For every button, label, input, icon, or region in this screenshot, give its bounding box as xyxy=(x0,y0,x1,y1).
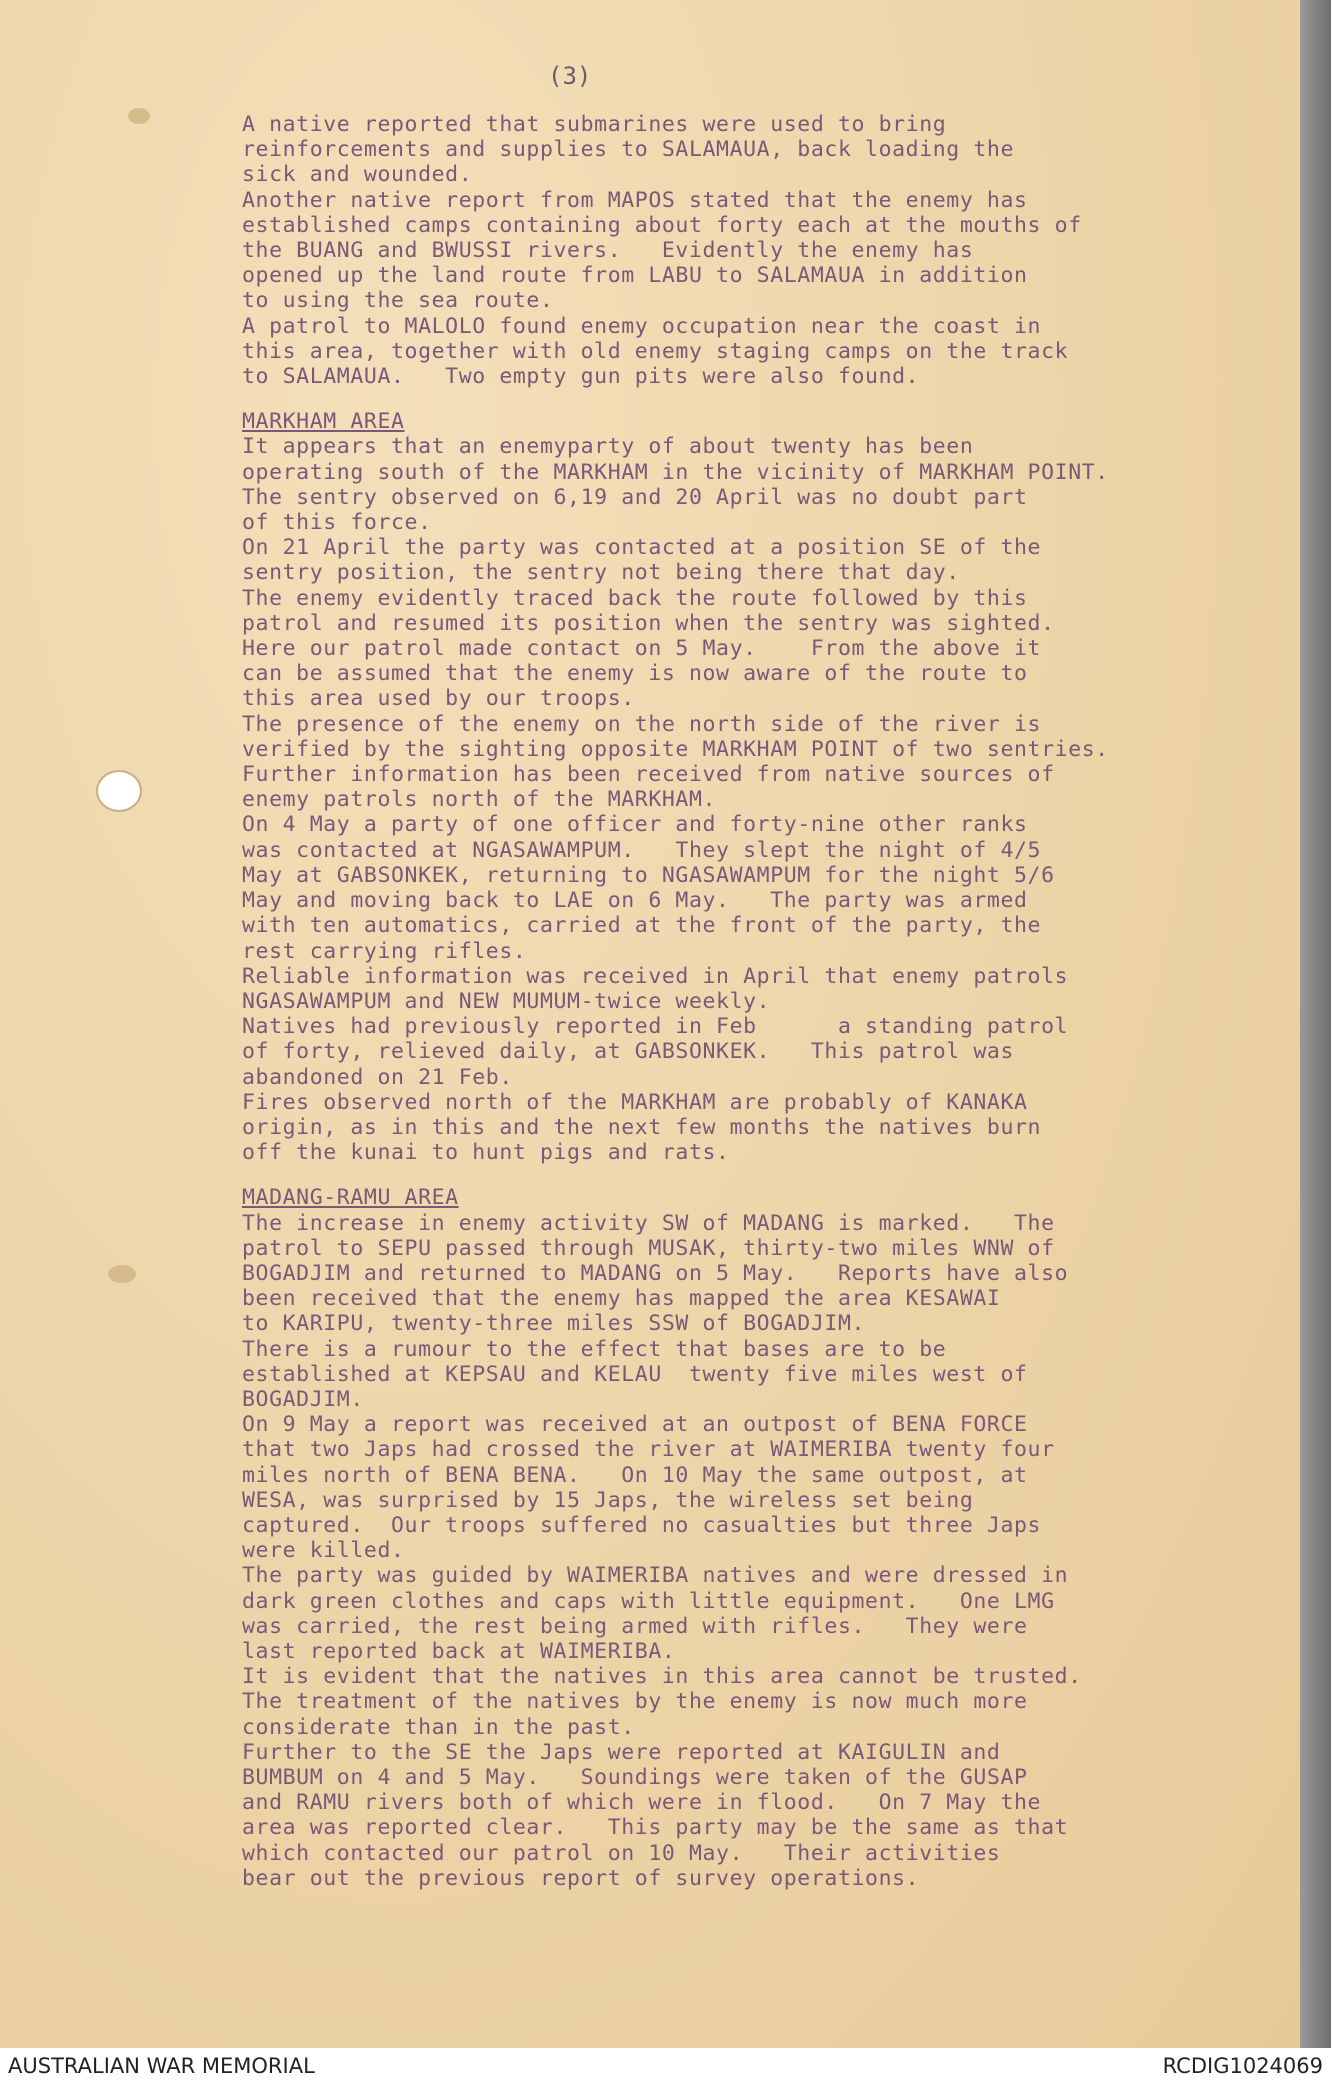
text-line: bear out the previous report of survey operations. xyxy=(242,1865,920,1891)
text-line: The enemy evidently traced back the route followed by this xyxy=(242,585,1028,611)
text-line: May at GABSONKEK, returning to NGASAWAMPUM for the night 5/6 xyxy=(242,862,1055,888)
punch-mark-top xyxy=(128,108,150,124)
section-markham-area xyxy=(242,409,1242,1165)
text-line: The sentry observed on 6,19 and 20 April was no doubt part xyxy=(242,484,1028,510)
text-line: enemy patrols north of the MARKHAM. xyxy=(242,787,717,813)
text-line: was carried, the rest being armed with rifles. They were xyxy=(242,1613,1028,1639)
text-line: sick and wounded. xyxy=(242,162,473,188)
text-line: which contacted our patrol on 10 May. Their activities xyxy=(242,1840,1001,1866)
text-line: On 21 April the party was contacted at a position SE of the xyxy=(242,535,1042,561)
text-line: and RAMU rivers both of which were in flood. On 7 May the xyxy=(242,1790,1042,1816)
text-line: NGASAWAMPUM and NEW MUMUM-twice weekly. xyxy=(242,988,771,1014)
section-salamaua xyxy=(242,112,1242,389)
text-line: established at KEPSAU and KELAU twenty five miles west of xyxy=(242,1361,1028,1387)
text-line: abandoned on 21 Feb. xyxy=(242,1064,513,1090)
text-line: Fires observed north of the MARKHAM are probably of KANAKA xyxy=(242,1089,1028,1115)
text-line: WESA, was surprised by 15 Japs, the wireless set being xyxy=(242,1487,974,1513)
footer-id: RCDIG1024069 xyxy=(1162,2054,1323,2078)
section-lines xyxy=(242,434,1242,1165)
section-heading: MADANG-RAMU AREA xyxy=(242,1185,459,1211)
text-line: miles north of BENA BENA. On 10 May the same outpost, at xyxy=(242,1462,1028,1488)
text-line: A native reported that submarines were used to bring xyxy=(242,112,947,137)
text-line: The increase in enemy activity SW of MADANG is marked. The xyxy=(242,1210,1055,1236)
text-line: Natives had previously reported in Feb a standing patrol xyxy=(242,1014,1069,1040)
text-line: It appears that an enemyparty of about twenty has been xyxy=(242,434,974,460)
text-line: BUMBUM on 4 and 5 May. Soundings were taken of the GUSAP xyxy=(242,1765,1028,1790)
text-line: been received that the enemy has mapped the area KESAWAI xyxy=(242,1286,1001,1312)
text-line: The treatment of the natives by the enemy is now much more xyxy=(242,1689,1028,1715)
text-line: this area used by our troops. xyxy=(242,686,635,712)
text-line: On 4 May a party of one officer and forty-nine other ranks xyxy=(242,812,1028,838)
text-line: Reliable information was received in April that enemy patrols xyxy=(242,963,1069,989)
text-line: that two Japs had crossed the river at WAIMERIBA twenty four xyxy=(242,1437,1055,1463)
section-madang-ramu-area xyxy=(242,1185,1242,1891)
section-heading: MARKHAM AREA xyxy=(242,409,405,435)
text-line: dark green clothes and caps with little equipment. One LMG xyxy=(242,1588,1055,1614)
text-line: area was reported clear. This party may be the same as that xyxy=(242,1815,1069,1841)
text-line: May and moving back to LAE on 6 May. The party was armed xyxy=(242,888,1028,914)
text-line: Another native report from MAPOS stated that the enemy has xyxy=(242,187,1028,213)
text-line: Further to the SE the Japs were reported at KAIGULIN and xyxy=(242,1739,1001,1765)
text-line: verified by the sighting opposite MARKHAM POINT of two sentries. xyxy=(242,736,1109,762)
document-body xyxy=(242,112,1242,1891)
text-line: established camps containing about forty each at the mouths of xyxy=(242,212,1082,238)
text-line: this area, together with old enemy staging camps on the track xyxy=(242,338,1069,364)
text-line: were killed. xyxy=(242,1538,405,1564)
text-line: to SALAMAUA. Two empty gun pits were also found. xyxy=(242,364,920,390)
section-lines xyxy=(242,112,1242,389)
page-number: (3) xyxy=(548,62,592,90)
text-line: to using the sea route. xyxy=(242,288,554,314)
footer xyxy=(0,2048,1331,2082)
text-line: rest carrying rifles. xyxy=(242,938,527,964)
text-line: patrol and resumed its position when the sentry was sighted. xyxy=(242,610,1055,636)
text-line: captured. Our troops suffered no casualties but three Japs xyxy=(242,1512,1042,1538)
text-line: with ten automatics, carried at the front of the party, the xyxy=(242,913,1042,939)
page-edge xyxy=(1300,0,1331,2048)
text-line: The party was guided by WAIMERIBA natives and were dressed in xyxy=(242,1563,1069,1589)
text-line: patrol to SEPU passed through MUSAK, thirty-two miles WNW of xyxy=(242,1235,1055,1261)
punch-hole xyxy=(96,770,142,812)
text-line: sentry position, the sentry not being there that day. xyxy=(242,560,960,586)
text-line: last reported back at WAIMERIBA. xyxy=(242,1638,676,1664)
text-line: origin, as in this and the next few months the natives burn xyxy=(242,1114,1042,1140)
text-line: opened up the land route from LABU to SALAMAUA in addition xyxy=(242,263,1028,289)
text-line: was contacted at NGASAWAMPUM. They slept the night of 4/5 xyxy=(242,837,1042,863)
text-line: of this force. xyxy=(242,510,432,536)
text-line: to KARIPU, twenty-three miles SSW of BOGADJIM. xyxy=(242,1311,866,1337)
text-line: off the kunai to hunt pigs and rats. xyxy=(242,1140,730,1166)
text-line: reinforcements and supplies to SALAMAUA, back loading the xyxy=(242,137,1015,163)
text-line: Here our patrol made contact on 5 May. From the above it xyxy=(242,636,1042,662)
section-lines xyxy=(242,1211,1242,1891)
text-line: There is a rumour to the effect that bases are to be xyxy=(242,1336,947,1362)
text-line: considerate than in the past. xyxy=(242,1714,635,1740)
punch-mark-bottom xyxy=(108,1265,136,1283)
text-line: operating south of the MARKHAM in the vicinity of MARKHAM POINT. xyxy=(242,459,1109,485)
text-line: of forty, relieved daily, at GABSONKEK. This patrol was xyxy=(242,1039,1015,1065)
text-line: BOGADJIM and returned to MADANG on 5 May. Reports have also xyxy=(242,1260,1069,1286)
text-line: It is evident that the natives in this area cannot be trusted. xyxy=(242,1664,1082,1690)
text-line: BOGADJIM. xyxy=(242,1386,364,1412)
text-line: the BUANG and BWUSSI rivers. Evidently the enemy has xyxy=(242,238,974,264)
text-line: can be assumed that the enemy is now aware of the route to xyxy=(242,661,1028,687)
text-line: The presence of the enemy on the north side of the river is xyxy=(242,711,1042,737)
footer-institution: AUSTRALIAN WAR MEMORIAL xyxy=(8,2054,315,2078)
text-line: A patrol to MALOLO found enemy occupation near the coast in xyxy=(242,313,1042,339)
text-line: Further information has been received from native sources of xyxy=(242,762,1055,788)
text-line: On 9 May a report was received at an outpost of BENA FORCE xyxy=(242,1412,1028,1438)
